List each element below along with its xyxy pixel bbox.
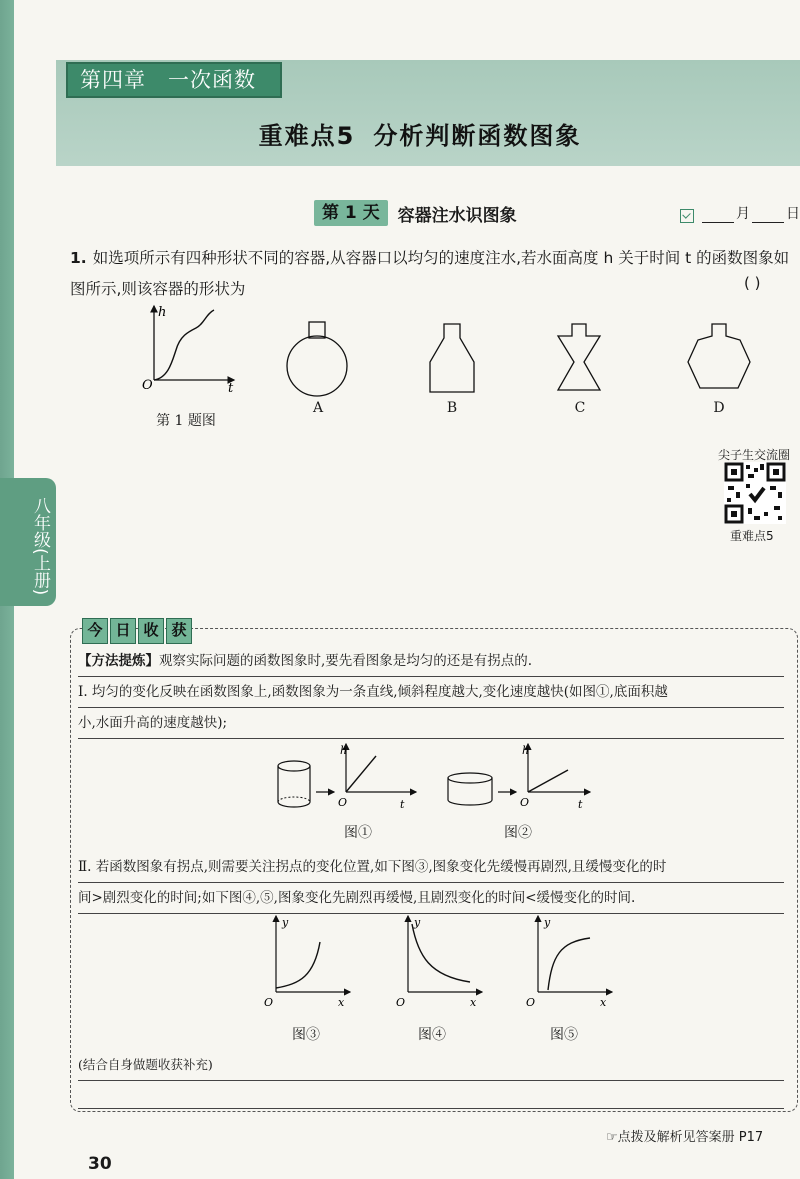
month-label: 月 — [736, 206, 750, 222]
fig3-caption: 图③ — [292, 1027, 320, 1043]
calendar-icon — [680, 209, 694, 223]
harvest-char: 今 — [82, 618, 108, 644]
fig2-axis-t: t — [578, 798, 583, 811]
date-field[interactable] — [680, 203, 800, 223]
fig5-axis-y: y — [544, 916, 551, 929]
page-title — [0, 116, 800, 151]
question-text: 如选项所示有四种形状不同的容器,从容器口以均匀的速度注水,若水面高度 h 关于时间 t 的函数图象如图所示,则该容器的形状为 — [70, 249, 790, 298]
figure-4 — [390, 912, 486, 1008]
question-1 — [70, 243, 790, 305]
page-number: 30 — [88, 1154, 112, 1174]
origin-label: O — [142, 378, 153, 392]
rule-2-line-1: Ⅱ. 若函数图象有拐点,则需要关注拐点的变化位置,如下图③,图象变化先缓慢再剧烈,且缓慢变化的时 — [78, 852, 784, 883]
figure-2 — [444, 742, 594, 812]
fig4-origin: O — [396, 996, 406, 1008]
container-a — [282, 318, 352, 400]
day-line — [314, 200, 517, 226]
day-blank[interactable] — [752, 207, 784, 223]
qr-title: 尖子生交流圈 — [718, 448, 791, 462]
title-text: 分析判断函数图象 — [373, 122, 582, 150]
rule-1-line-1: Ⅰ. 均匀的变化反映在函数图象上,函数图象为一条直线,倾斜程度越大,变化速度越快(如图①,底面积越 — [78, 677, 784, 708]
rule-2-line-2: 间>剧烈变化的时间;如下图④,⑤,图象变化先剧烈再缓慢,且剧烈变化的时间<缓慢变化的时间. — [78, 883, 784, 914]
day-topic: 容器注水识图象 — [397, 205, 517, 226]
fig4-axis-x: x — [470, 996, 477, 1008]
container-c — [552, 318, 608, 394]
rule-1-line-2: 小,水面升高的速度越快); — [78, 708, 784, 739]
method-line — [78, 646, 784, 677]
fig2-origin: O — [520, 796, 530, 809]
fig1-origin: O — [338, 796, 348, 809]
blank-line[interactable] — [78, 1078, 784, 1109]
question-graph — [138, 300, 238, 392]
chapter-name: 一次函数 — [168, 68, 256, 92]
grade-side-tab: 八年级(上册) — [0, 478, 56, 606]
fig3-axis-y: y — [282, 916, 289, 929]
fig4-caption: 图④ — [418, 1027, 446, 1043]
harvest-char: 收 — [138, 618, 164, 644]
title-key: 重难点5 — [258, 122, 356, 150]
day-label: 日 — [786, 206, 800, 222]
fig1-axis-t: t — [400, 798, 405, 811]
qr-code-icon[interactable] — [724, 462, 786, 524]
chapter-number: 第四章 — [80, 68, 146, 92]
method-text: 观察实际问题的函数图象时,要先看图象是均匀的还是有拐点的. — [159, 653, 533, 669]
harvest-char: 日 — [110, 618, 136, 644]
question-number: 1. — [70, 249, 87, 267]
container-d — [686, 318, 752, 394]
figure-3 — [258, 912, 354, 1008]
axis-t-label: t — [228, 381, 234, 392]
fig4-axis-y: y — [414, 916, 421, 929]
fig1-axis-h: h — [340, 744, 348, 757]
supplement-line[interactable]: (结合自身做题收获补充) — [78, 1050, 784, 1081]
fig3-origin: O — [264, 996, 274, 1008]
method-label: 【方法提炼】 — [78, 653, 159, 669]
option-d-label: D — [713, 400, 725, 416]
qr-caption: 重难点5 — [730, 529, 774, 543]
option-a-label: A — [312, 400, 324, 416]
month-blank[interactable] — [702, 207, 734, 223]
fig1-caption: 图① — [344, 825, 372, 841]
harvest-char: 获 — [166, 618, 192, 644]
figure-5 — [520, 912, 616, 1008]
fig2-axis-h: h — [522, 744, 530, 757]
fig3-axis-x: x — [338, 996, 345, 1008]
container-b — [424, 320, 480, 396]
fig5-caption: 图⑤ — [550, 1027, 578, 1043]
fig5-origin: O — [526, 996, 536, 1008]
axis-h-label: h — [158, 305, 167, 320]
chapter-tag — [66, 62, 282, 98]
fig2-caption: 图② — [504, 825, 532, 841]
harvest-tag — [82, 618, 194, 644]
answer-reference: ☞点拨及解析见答案册 P17 — [606, 1130, 764, 1145]
fig5-axis-x: x — [600, 996, 607, 1008]
option-c-label: C — [574, 400, 586, 416]
day-badge: 第 1 天 — [314, 200, 388, 226]
figure-caption: 第 1 题图 — [156, 413, 216, 429]
answer-paren[interactable]: ( ) — [744, 274, 761, 292]
figure-1 — [272, 742, 422, 812]
option-b-label: B — [446, 400, 458, 416]
